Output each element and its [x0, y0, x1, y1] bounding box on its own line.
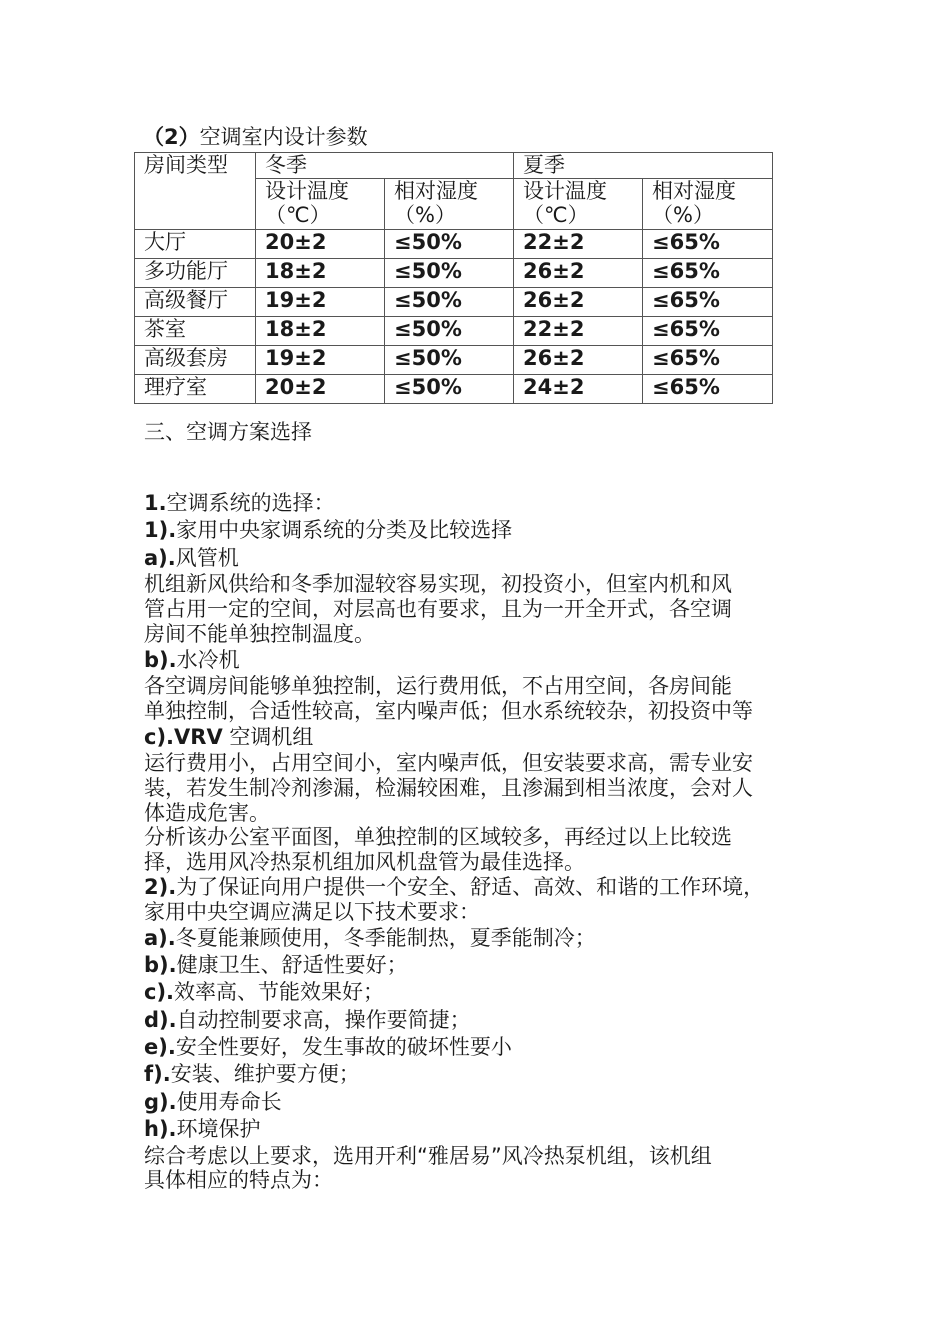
table-header-row	[135, 153, 773, 179]
summer-humidity: ≤65%	[643, 230, 773, 259]
list-item: d).自动控制要求高，操作要简捷；	[144, 1007, 471, 1032]
list-item: b).健康卫生、舒适性要好；	[144, 952, 408, 977]
option-b-heading: b).水冷机	[144, 647, 240, 672]
subsection-1-1-heading: 1).家用中央家调系统的分类及比较选择	[144, 518, 513, 543]
winter-temp: 18±2	[256, 317, 385, 346]
summer-temp: 26±2	[514, 346, 643, 375]
winter-temp: 20±2	[256, 375, 385, 404]
summer-temp: 24±2	[514, 375, 643, 404]
summer-humidity: ≤65%	[643, 346, 773, 375]
winter-temp: 19±2	[256, 288, 385, 317]
room-name: 多功能厅	[135, 259, 256, 288]
table-row	[135, 230, 773, 259]
room-name: 大厅	[135, 230, 256, 259]
option-c-heading: c).VRV 空调机组	[144, 724, 314, 749]
winter-humidity: ≤50%	[385, 288, 514, 317]
summer-temp: 22±2	[514, 230, 643, 259]
subheader-winter-humidity: 相对湿度 （%）	[385, 179, 514, 230]
winter-humidity: ≤50%	[385, 259, 514, 288]
header-summer: 夏季	[514, 153, 773, 179]
winter-humidity: ≤50%	[385, 230, 514, 259]
subsection-1-2-continuation: 家用中央空调应满足以下技术要求：	[144, 899, 480, 924]
winter-humidity: ≤50%	[385, 317, 514, 346]
option-b-paragraph: 各空调房间能够单独控制，运行费用低，不占用空间，各房间能 单独控制，合适性较高，室内噪声低；但水系统较杂，初投资中等	[144, 673, 753, 723]
header-winter: 冬季	[256, 153, 514, 179]
table-title: （2）空调室内设计参数	[143, 125, 368, 149]
room-name: 茶室	[135, 317, 256, 346]
list-item: f).安装、维护要方便；	[144, 1062, 360, 1087]
winter-temp: 19±2	[256, 346, 385, 375]
summer-humidity: ≤65%	[643, 288, 773, 317]
winter-temp: 20±2	[256, 230, 385, 259]
subheader-summer-humidity: 相对湿度 （%）	[643, 179, 773, 230]
table-row	[135, 288, 773, 317]
list-item: g).使用寿命长	[144, 1089, 282, 1114]
section-1-heading: 1.空调系统的选择：	[144, 491, 335, 515]
conclusion-paragraph: 综合考虑以上要求，选用开利“雅居易”风冷热泵机组，该机组 具体相应的特点为：	[144, 1143, 712, 1193]
summer-humidity: ≤65%	[643, 259, 773, 288]
summer-humidity: ≤65%	[643, 317, 773, 346]
option-a-paragraph: 机组新风供给和冬季加湿较容易实现，初投资小，但室内机和风 管占用一定的空间，对层高也有要求，且为一开全开式，各空调 房间不能单独控制温度。	[144, 572, 732, 646]
summer-temp: 22±2	[514, 317, 643, 346]
winter-humidity: ≤50%	[385, 375, 514, 404]
option-a-heading: a).风管机	[144, 545, 239, 570]
subheader-summer-temp: 设计温度 （℃）	[514, 179, 643, 230]
design-parameters-table	[134, 152, 773, 404]
room-name: 理疗室	[135, 375, 256, 404]
body-text	[144, 420, 824, 1193]
subsection-1-2-heading: 2).为了保证向用户提供一个安全、舒适、高效、和谐的工作环境，	[144, 874, 765, 899]
option-c-paragraph: 运行费用小，占用空间小，室内噪声低，但安装要求高，需专业安 装，若发生制冷剂渗漏，检漏较困难，且渗漏到相当浓度，会对人 体造成危害。 分析该办公室平面图，单独控制的区域较多，再经过以上比较选 择，选用风冷热泵机组加风机盘管为最佳选择。	[144, 750, 753, 875]
summer-temp: 26±2	[514, 259, 643, 288]
winter-humidity: ≤50%	[385, 346, 514, 375]
subheader-winter-temp: 设计温度 （℃）	[256, 179, 385, 230]
requirements-list	[144, 925, 824, 1144]
summer-temp: 26±2	[514, 288, 643, 317]
list-item: h).环境保护	[144, 1117, 261, 1142]
table-row	[135, 317, 773, 346]
list-item: e).安全性要好，发生事故的破坏性要小	[144, 1035, 512, 1060]
table-row	[135, 259, 773, 288]
winter-temp: 18±2	[256, 259, 385, 288]
section-heading: 三、空调方案选择	[144, 420, 312, 444]
room-name: 高级餐厅	[135, 288, 256, 317]
summer-humidity: ≤65%	[643, 375, 773, 404]
table-row	[135, 375, 773, 404]
list-item: a).冬夏能兼顾使用，冬季能制热，夏季能制冷；	[144, 925, 596, 950]
header-room-type: 房间类型	[135, 153, 256, 230]
room-name: 高级套房	[135, 346, 256, 375]
table-row	[135, 346, 773, 375]
list-item: c).效率高、节能效果好；	[144, 980, 385, 1005]
